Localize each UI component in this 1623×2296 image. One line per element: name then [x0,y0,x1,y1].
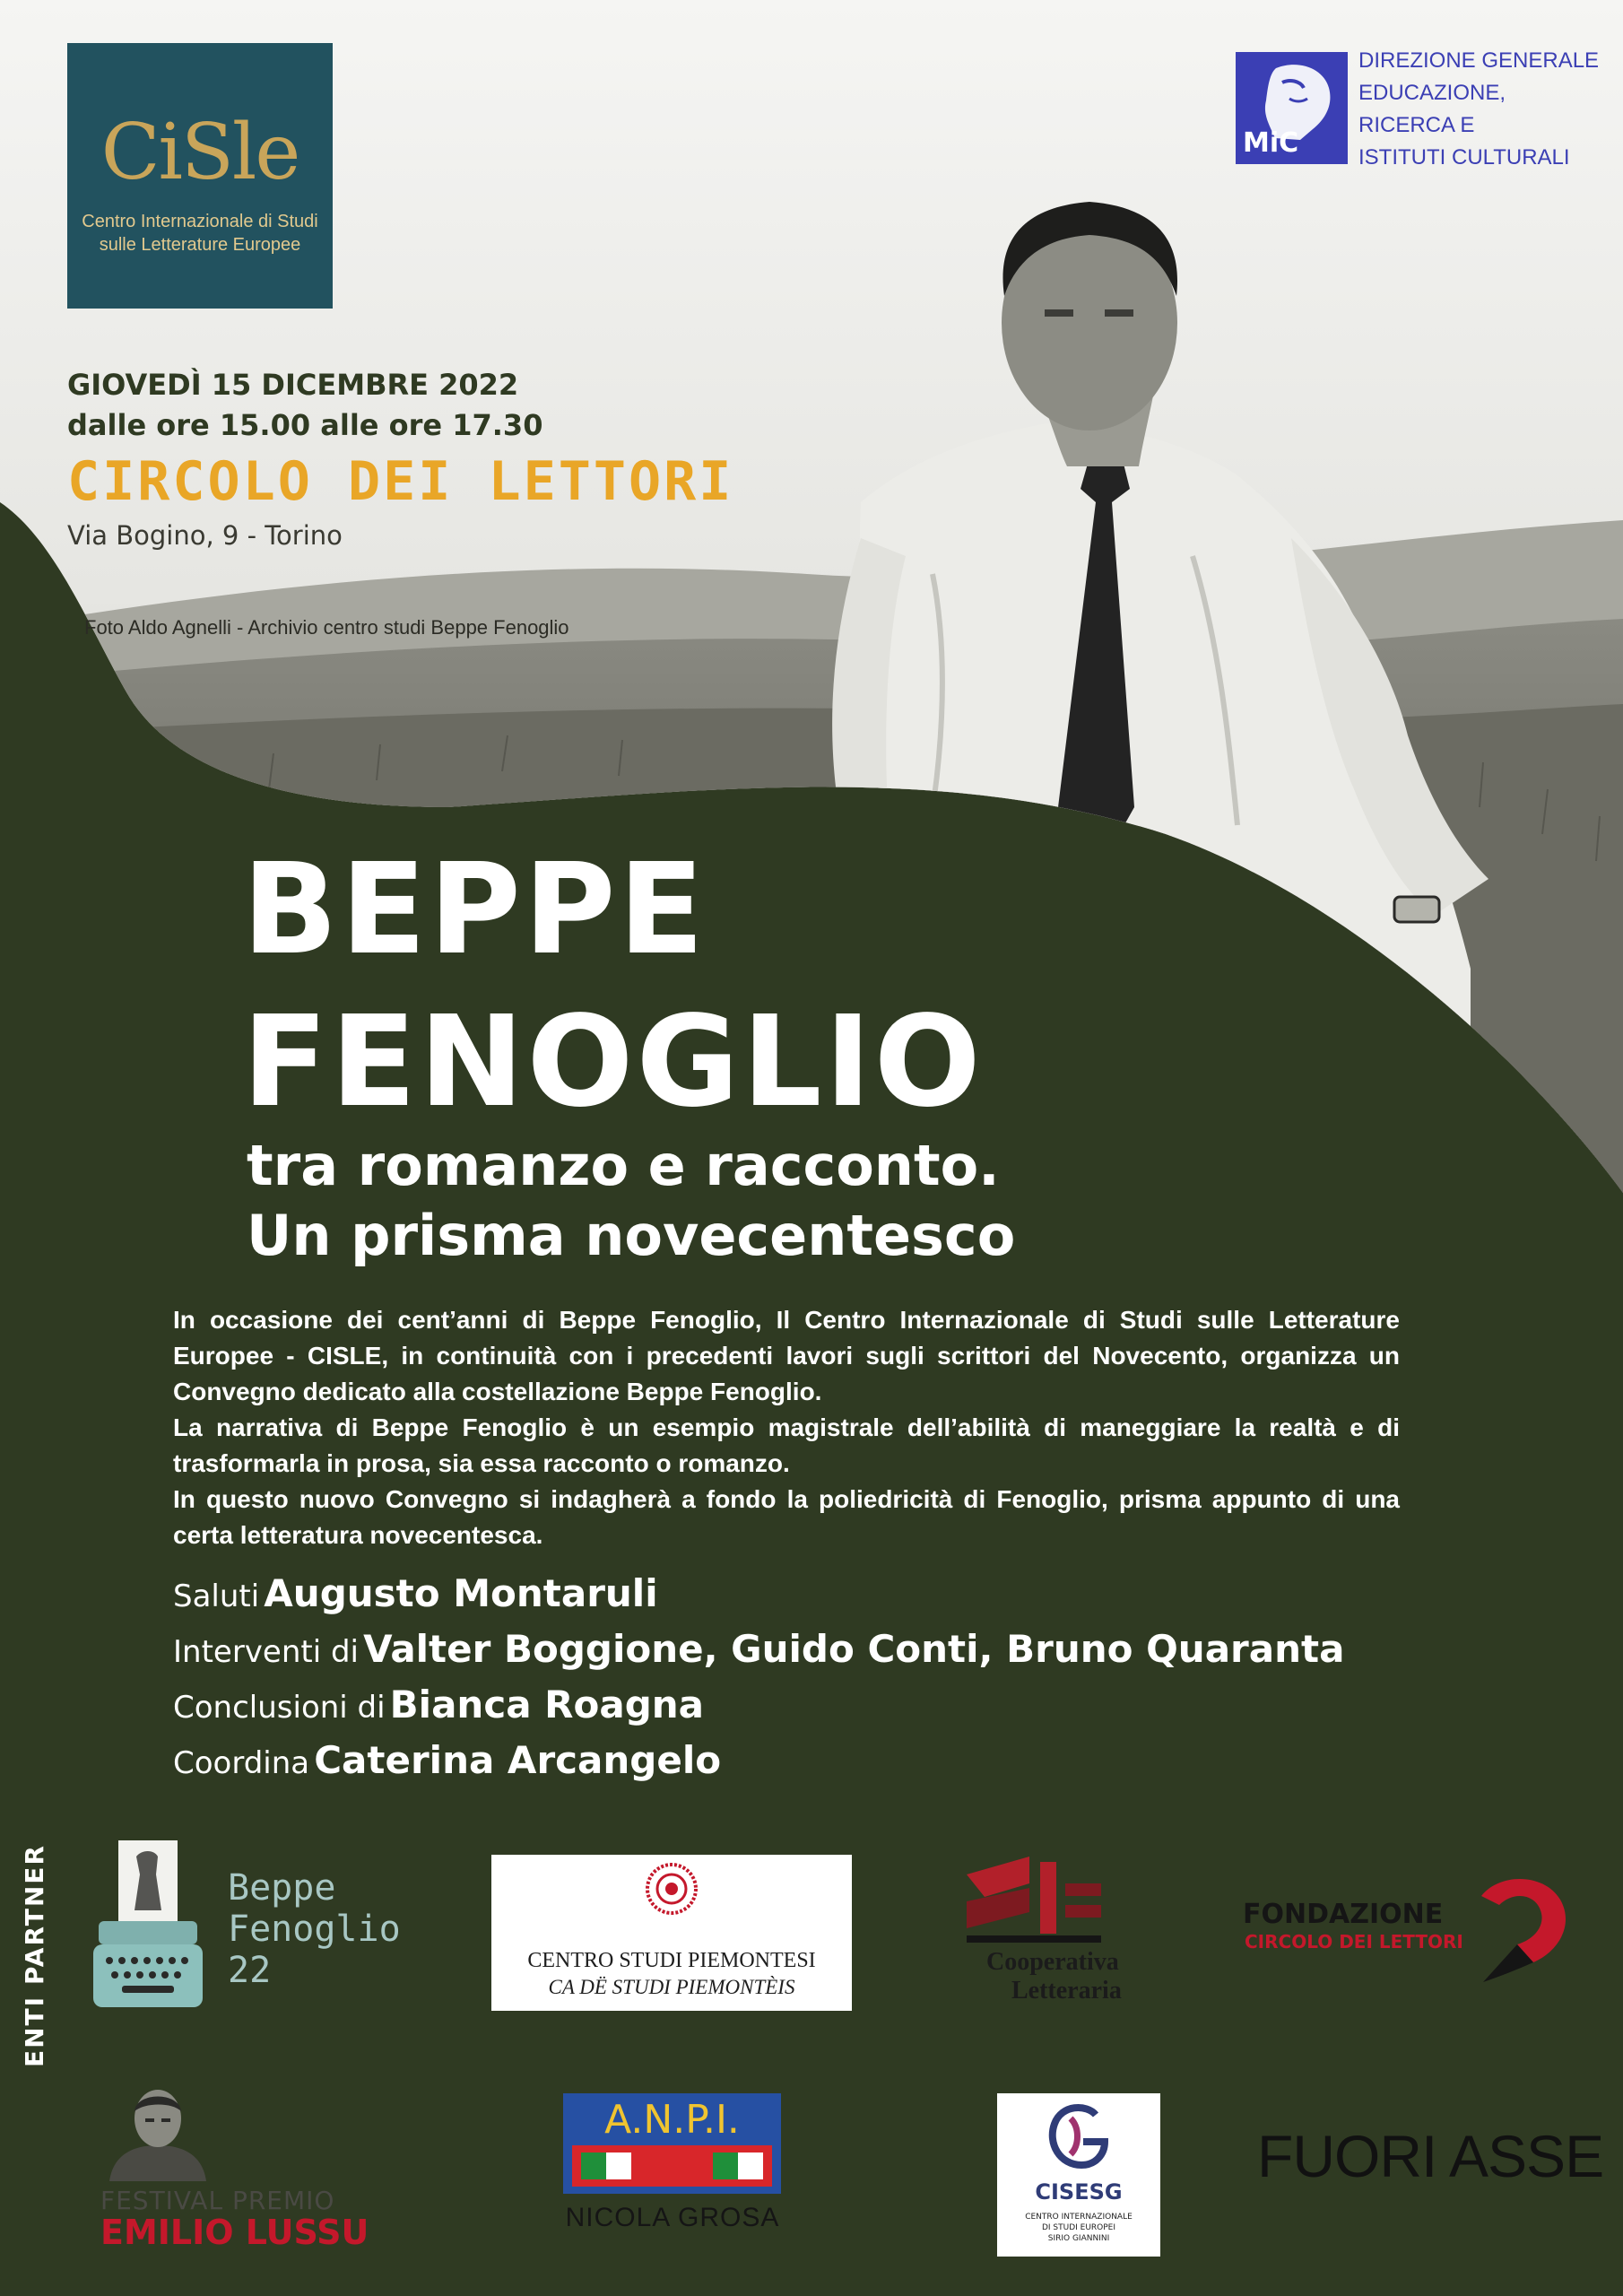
cisle-logo-name: CiSle [100,108,299,197]
emilio-lussu-logo-name: EMILIO LUSSU [100,2213,369,2252]
description-paragraph: La narrativa di Beppe Fenoglio è un esempio magistrale dell’abilità di maneggiare la realtà e di trasformarla in prosa, sia essa racconto o romanzo. [173,1413,1400,1477]
cisesg-mark-icon [1044,2100,1114,2172]
speaker-row [173,1683,1590,1738]
cisesg-logo: CISESG CENTRO INTERNAZIONALE DI STUDI EUROPEI SIRIO GIANNINI [997,2093,1160,2257]
anpi-section-name: NICOLA GROSA [565,2203,780,2232]
speaker-role: Saluti [173,1578,260,1614]
event-venue: CIRCOLO DEI LETTORI [67,450,734,513]
event-time: dalle ore 15.00 alle ore 17.30 [67,408,543,442]
speaker-names: Valter Boggione, Guido Conti, Bruno Quaranta [363,1627,1345,1671]
mic-logo-mark: MiC [1243,127,1299,159]
emilio-lussu-logo-top: FESTIVAL PREMIO [100,2186,335,2215]
typewriter-icon [90,1839,206,2011]
title-first-name: BEPPE [242,837,707,983]
speakers-list [173,1571,1590,1794]
speaker-role: Interventi di [173,1634,360,1670]
fondazione-circolo-logo-name: FONDAZIONE [1243,1899,1444,1930]
speaker-names: Augusto Montaruli [264,1571,658,1615]
anpi-logo: A.N.P.I. [563,2093,781,2194]
cooperativa-letteraria-logo: Cooperativa Letteraria [986,1948,1122,2005]
speaker-row [173,1571,1590,1627]
speaker-names: Caterina Arcangelo [314,1738,722,1782]
description-paragraph: In occasione dei cent’anni di Beppe Fenoglio, Il Centro Internazionale di Studi sulle Letterature Europee - CISLE, in continuità con i precedenti lavori sugli scrittori del Novecento, organizza un Convegno dedicato alla costellazione Beppe Fenoglio. [173,1306,1400,1405]
event-date: GIOVEDÌ 15 DICEMBRE 2022 [67,368,519,402]
emilio-lussu-portrait-icon [100,2083,215,2181]
italian-flag-icon [572,2145,772,2187]
speaker-role: Coordina [173,1745,310,1781]
title-last-name: FENOGLIO [242,989,984,1135]
speaker-row [173,1738,1590,1794]
ministry-name: DIREZIONE GENERALE EDUCAZIONE, RICERCA E ISTITUTI CULTURALI [1358,48,1600,170]
subtitle-line-2: Un prisma novecentesco [247,1203,1016,1268]
subtitle-line-1: tra romanzo e racconto. [247,1133,1000,1198]
cisle-logo [67,43,333,309]
cisle-logo-subtitle: Centro Internazionale di Studi sulle Letterature Europee [82,212,318,255]
sun-emblem-icon [645,1862,699,1916]
fuori-asse-logo: FUORI ASSE [1257,2123,1604,2189]
speaker-row [173,1627,1590,1683]
speaker-names: Bianca Roagna [389,1683,705,1726]
speaker-role: Conclusioni di [173,1690,386,1726]
cooperativa-letteraria-mark-icon [967,1857,1101,1946]
centro-studi-piemontesi-logo: CENTRO STUDI PIEMONTESI CA DË STUDI PIEMONTÈIS [491,1855,852,2011]
event-address: Via Bogino, 9 - Torino [67,520,343,551]
beppe-fenoglio-22-logo: Beppe Fenoglio 22 [228,1867,401,1991]
fondazione-circolo-mark-icon [1463,1869,1571,1986]
partners-label: ENTI PARTNER [20,1844,49,2067]
event-description [173,1302,1400,1553]
photo-credit: Foto Aldo Agnelli - Archivio centro studi Beppe Fenoglio [84,616,569,639]
mic-logo [1236,52,1348,164]
fondazione-circolo-logo-subtitle: CIRCOLO DEI LETTORI [1245,1931,1463,1952]
description-paragraph: In questo nuovo Convegno si indagherà a fondo la poliedricità di Fenoglio, prisma appunto di una certa letteratura novecentesca. [173,1485,1400,1549]
